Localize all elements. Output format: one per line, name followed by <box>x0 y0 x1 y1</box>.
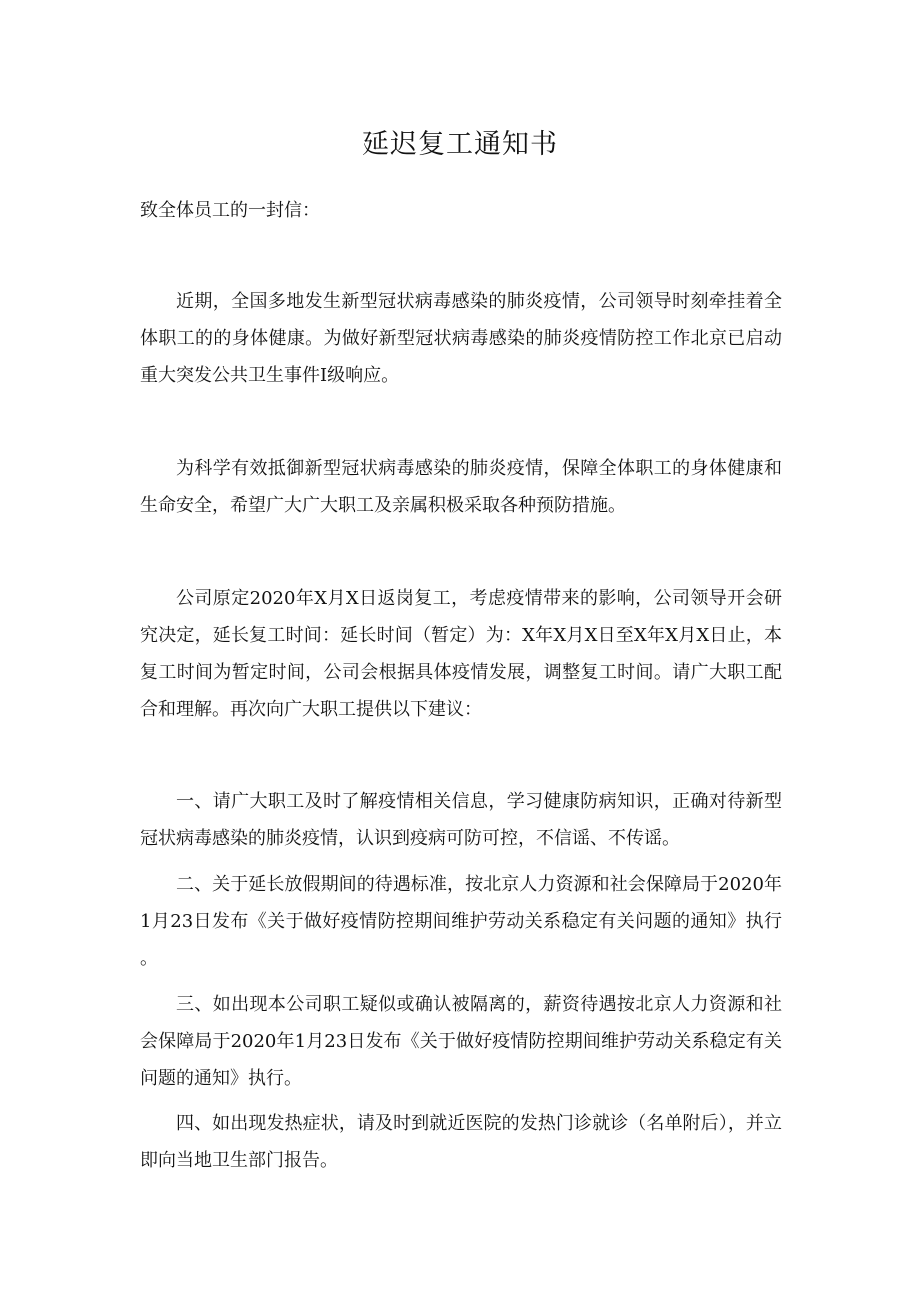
suggestion-item-3: 三、如出现本公司职工疑似或确认被隔离的，薪资待遇按北京人力资源和社会保障局于2020年1月23日发布《关于做好疫情防控期间维护劳动关系稳定有关问题的通知》执行。 <box>140 994 782 1089</box>
paragraph-return-date: 公司原定2020年X月X日返岗复工，考虑疫情带来的影响，公司领导开会研究决定，延长复工时间：延长时间（暂定）为：X年X月X日至X年X月X日止，本复工时间为暂定时间，公司会根据具体疫情发展，调整复工时间。请广大职工配合和理解。再次向广大职工提供以下建议： <box>140 588 782 720</box>
paragraph-prevention: 为科学有效抵御新型冠状病毒感染的肺炎疫情，保障全体职工的身体健康和生命安全，希望广大广大职工及亲属积极采取各种预防措施。 <box>140 458 782 516</box>
document-title: 延迟复工通知书 <box>362 129 558 160</box>
paragraph-intro: 近期，全国多地发生新型冠状病毒感染的肺炎疫情，公司领导时刻牵挂着全体职工的的身体健康。为做好新型冠状病毒感染的肺炎疫情防控工作北京已启动重大突发公共卫生事件Ⅰ级响应。 <box>140 291 782 386</box>
salutation: 致全体员工的一封信： <box>140 200 320 221</box>
suggestion-item-1: 一、请广大职工及时了解疫情相关信息，学习健康防病知识，正确对待新型冠状病毒感染的肺炎疫情，认识到疫病可防可控，不信谣、不传谣。 <box>140 791 782 849</box>
suggestion-item-2: 二、关于延长放假期间的待遇标准，按北京人力资源和社会保障局于2020年1月23日发布《关于做好疫情防控期间维护劳动关系稳定有关问题的通知》执行。 <box>140 874 782 969</box>
suggestion-item-4: 四、如出现发热症状，请及时到就近医院的发热门诊就诊（名单附后），并立即向当地卫生部门报告。 <box>140 1113 782 1171</box>
